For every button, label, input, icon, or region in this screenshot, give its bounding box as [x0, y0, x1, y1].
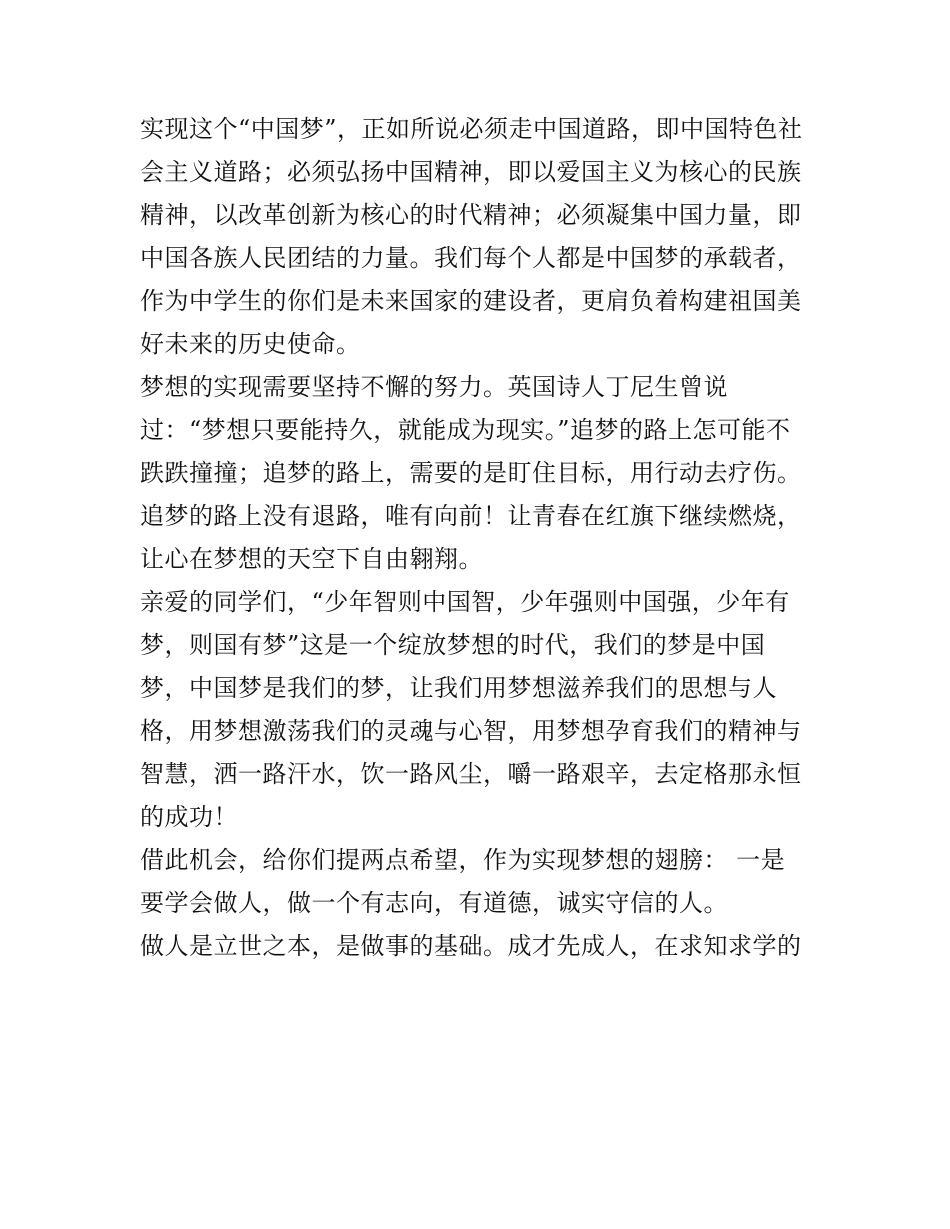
text-line: 智慧，洒一路汗水，饮一路风尘，嚼一路艰辛，去定格那永恒 [140, 760, 802, 788]
text-line: 过：“梦想只要能持久，就能成为现实。”追梦的路上怎可能不 [140, 416, 791, 444]
text-line: 梦，中国梦是我们的梦，让我们用梦想滋养我们的思想与人 [140, 674, 777, 702]
text-line: 精神，以改革创新为核心的时代精神；必须凝集中国力量，即 [140, 201, 802, 229]
text-line: 做人是立世之本，是做事的基础。成才先成人，在求知求学的 [140, 932, 802, 960]
text-line: 让心在梦想的天空下自由翱翔。 [140, 545, 483, 573]
text-line: 中国各族人民团结的力量。我们每个人都是中国梦的承载者， [140, 244, 802, 272]
document-body [140, 108, 812, 968]
text-line: 实现这个“中国梦”，正如所说必须走中国道路，即中国特色社 [140, 115, 803, 143]
text-line: 亲爱的同学们，“少年智则中国智，少年强则中国强，少年有 [140, 588, 790, 616]
text-line: 格，用梦想激荡我们的灵魂与心智，用梦想孕育我们的精神与 [140, 717, 802, 745]
text-line: 跌跌撞撞；追梦的路上，需要的是盯住目标，用行动去疗伤。 [140, 459, 802, 487]
text-line: 会主义道路；必须弘扬中国精神，即以爱国主义为核心的民族 [140, 158, 802, 186]
text-line: 的成功！ [140, 803, 238, 831]
text-line: 作为中学生的你们是未来国家的建设者，更肩负着构建祖国美 [140, 287, 802, 315]
text-line: 追梦的路上没有退路，唯有向前！让青春在红旗下继续燃烧， [140, 502, 802, 530]
text-line: 借此机会，给你们提两点希望，作为实现梦想的翅膀： 一是 [140, 846, 786, 874]
text-line: 要学会做人，做一个有志向，有道德，诚实守信的人。 [140, 889, 728, 917]
text-line: 好未来的历史使命。 [140, 330, 361, 358]
text-line: 梦，则国有梦”这是一个绽放梦想的时代，我们的梦是中国 [140, 631, 766, 659]
text-line: 梦想的实现需要坚持不懈的努力。英国诗人丁尼生曾说 [140, 373, 728, 401]
